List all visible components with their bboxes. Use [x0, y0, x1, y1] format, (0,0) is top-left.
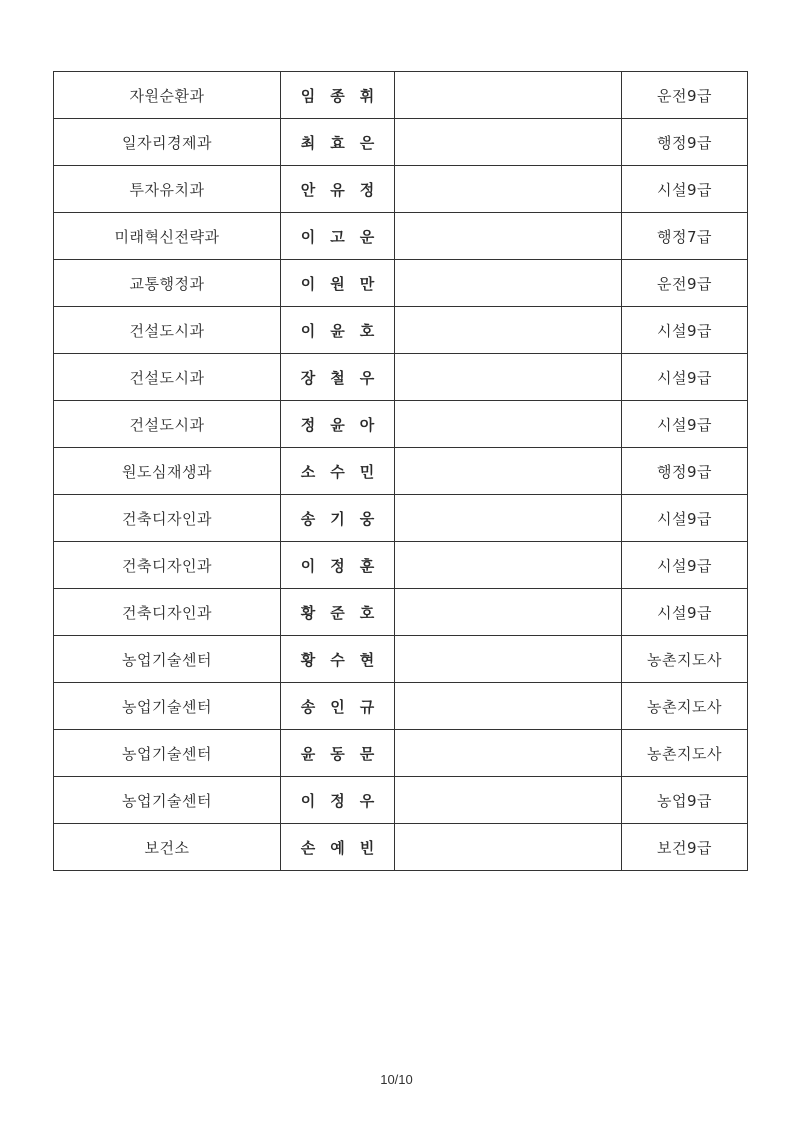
name-cell: 송기웅	[281, 495, 395, 542]
grade-cell: 행정7급	[622, 213, 748, 260]
department-cell: 투자유치과	[54, 166, 281, 213]
table-row	[54, 72, 748, 119]
table-row	[54, 542, 748, 589]
department-cell: 건설도시과	[54, 354, 281, 401]
grade-cell: 운전9급	[622, 260, 748, 307]
table-row	[54, 448, 748, 495]
table-row	[54, 307, 748, 354]
empty-cell	[395, 683, 622, 730]
empty-cell	[395, 354, 622, 401]
table-row	[54, 260, 748, 307]
empty-cell	[395, 307, 622, 354]
table-row	[54, 495, 748, 542]
name-cell: 안유정	[281, 166, 395, 213]
department-cell: 농업기술센터	[54, 730, 281, 777]
grade-cell: 시설9급	[622, 307, 748, 354]
name-cell: 장철우	[281, 354, 395, 401]
department-cell: 농업기술센터	[54, 777, 281, 824]
grade-cell: 행정9급	[622, 119, 748, 166]
name-cell: 이정훈	[281, 542, 395, 589]
personnel-table	[53, 71, 748, 871]
department-cell: 원도심재생과	[54, 448, 281, 495]
name-cell: 이고운	[281, 213, 395, 260]
grade-cell: 시설9급	[622, 166, 748, 213]
grade-cell: 운전9급	[622, 72, 748, 119]
table-row	[54, 730, 748, 777]
empty-cell	[395, 213, 622, 260]
empty-cell	[395, 824, 622, 871]
grade-cell: 시설9급	[622, 495, 748, 542]
grade-cell: 농촌지도사	[622, 730, 748, 777]
name-cell: 정윤아	[281, 401, 395, 448]
empty-cell	[395, 448, 622, 495]
name-cell: 이정우	[281, 777, 395, 824]
department-cell: 건설도시과	[54, 401, 281, 448]
name-cell: 윤동문	[281, 730, 395, 777]
department-cell: 교통행정과	[54, 260, 281, 307]
empty-cell	[395, 495, 622, 542]
grade-cell: 시설9급	[622, 589, 748, 636]
name-cell: 최효은	[281, 119, 395, 166]
name-cell: 황준호	[281, 589, 395, 636]
table-row	[54, 824, 748, 871]
table-row	[54, 166, 748, 213]
empty-cell	[395, 636, 622, 683]
department-cell: 건축디자인과	[54, 542, 281, 589]
department-cell: 농업기술센터	[54, 636, 281, 683]
table-row	[54, 777, 748, 824]
department-cell: 건축디자인과	[54, 589, 281, 636]
grade-cell: 농촌지도사	[622, 636, 748, 683]
name-cell: 이원만	[281, 260, 395, 307]
grade-cell: 시설9급	[622, 542, 748, 589]
empty-cell	[395, 119, 622, 166]
personnel-table-body	[54, 72, 748, 871]
department-cell: 농업기술센터	[54, 683, 281, 730]
empty-cell	[395, 589, 622, 636]
empty-cell	[395, 542, 622, 589]
table-row	[54, 636, 748, 683]
table-row	[54, 354, 748, 401]
table-row	[54, 119, 748, 166]
empty-cell	[395, 72, 622, 119]
table-row	[54, 589, 748, 636]
name-cell: 임종휘	[281, 72, 395, 119]
empty-cell	[395, 777, 622, 824]
table-row	[54, 401, 748, 448]
department-cell: 건설도시과	[54, 307, 281, 354]
grade-cell: 농촌지도사	[622, 683, 748, 730]
department-cell: 자원순환과	[54, 72, 281, 119]
department-cell: 보건소	[54, 824, 281, 871]
grade-cell: 시설9급	[622, 401, 748, 448]
name-cell: 이윤호	[281, 307, 395, 354]
name-cell: 손예빈	[281, 824, 395, 871]
page-number: 10/10	[380, 1072, 413, 1087]
table-row	[54, 213, 748, 260]
table-row	[54, 683, 748, 730]
department-cell: 미래혁신전략과	[54, 213, 281, 260]
name-cell: 황수현	[281, 636, 395, 683]
department-cell: 건축디자인과	[54, 495, 281, 542]
grade-cell: 보건9급	[622, 824, 748, 871]
empty-cell	[395, 166, 622, 213]
grade-cell: 농업9급	[622, 777, 748, 824]
department-cell: 일자리경제과	[54, 119, 281, 166]
empty-cell	[395, 401, 622, 448]
name-cell: 송인규	[281, 683, 395, 730]
empty-cell	[395, 730, 622, 777]
name-cell: 소수민	[281, 448, 395, 495]
empty-cell	[395, 260, 622, 307]
grade-cell: 행정9급	[622, 448, 748, 495]
grade-cell: 시설9급	[622, 354, 748, 401]
